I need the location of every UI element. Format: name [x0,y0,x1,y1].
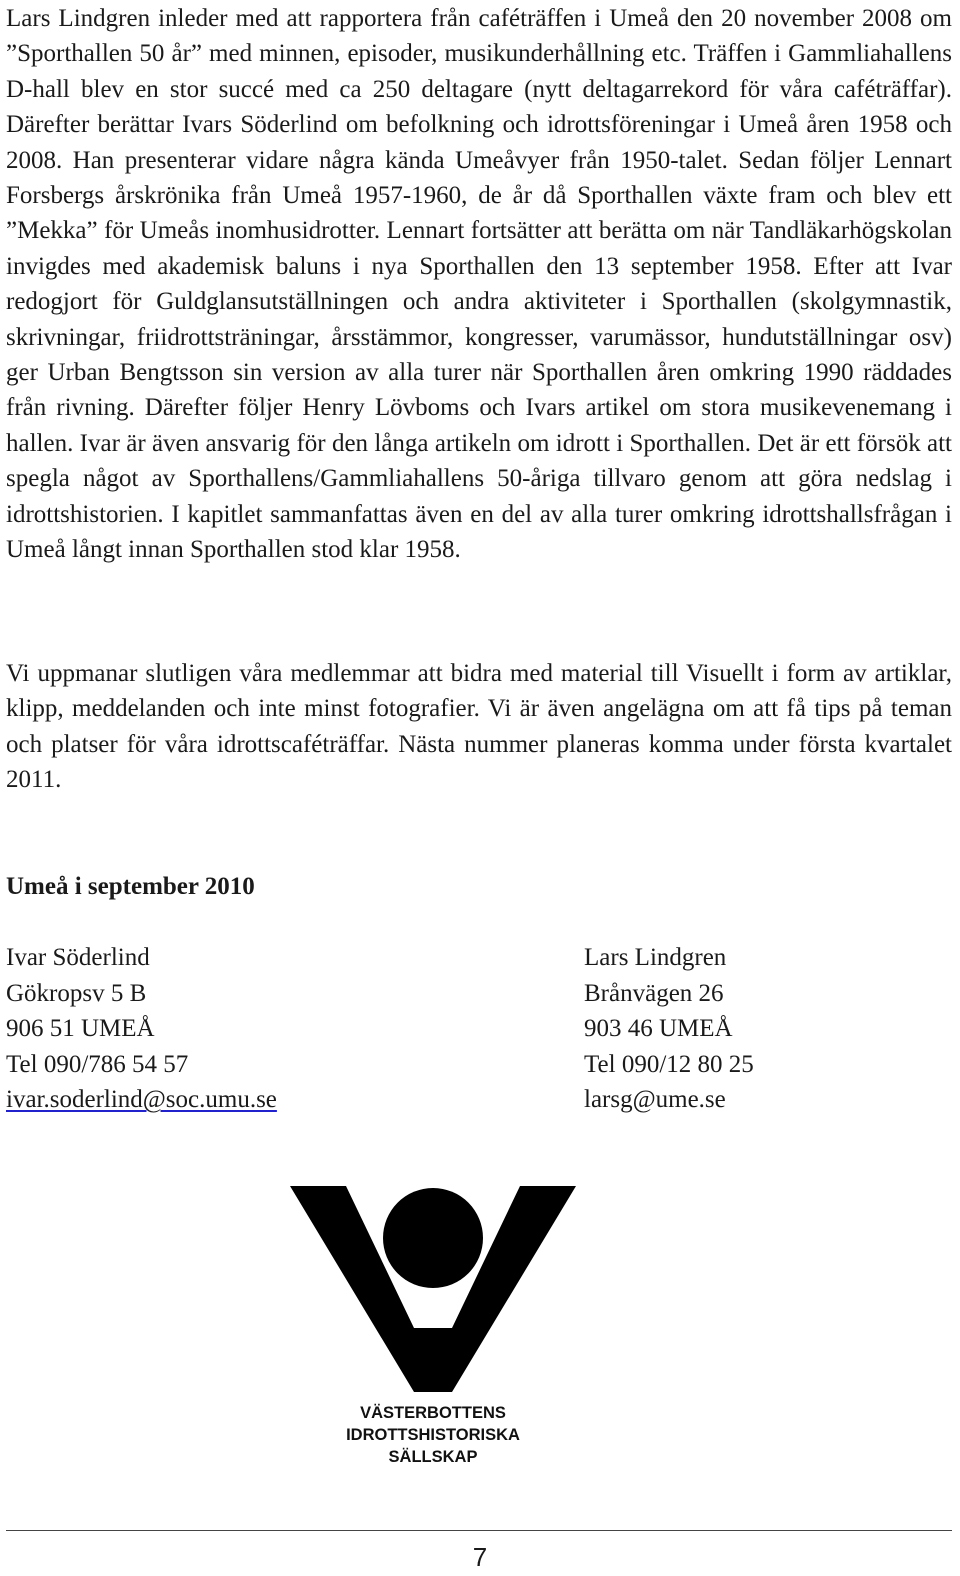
signatory-block-right [584,940,754,1118]
signatory-street: Brånvägen 26 [584,979,724,1007]
signatory-postal: 906 51 UMEÅ [6,1015,155,1043]
page-number: 7 [472,1542,488,1572]
signatory-name: Lars Lindgren [584,944,727,971]
figure-raised-arms-logo-icon [290,1186,576,1392]
signatory-postal: 903 46 UMEÅ [584,1015,733,1043]
body-paragraph-1: Lars Lindgren inleder med att rapportera från caféträffen i Umeå den 20 november 2008 om ”Sporthallen 50 år” med minnen, episoder, musikunderhållning etc. Träffen i Gammliahallens D-hall blev en stor succé med ca 250 deltagare (nytt deltagarrekord för våra caféträffar). Därefter berättar Ivars Söderlind om befolkning och idrottsföreningar i Umeå åren 1958 och 2008. Han presenterar vidare några kända Umeåvyer från 1950-talet. Sedan följer Lennart Forsbergs årskrönika från Umeå 1957-1960, de år då Sporthallen växte fram och blev ett ”Mekka” för Umeås inomhusidrotter. Lennart fortsätter att berätta om när Tandläkarhögskolan invigdes med akademisk baluns i nya Sporthallen den 13 september 1958. Efter att Ivar redogjort för Guldglansutställningen och andra aktiviteter i Sporthallen (skolgymnastik, skrivningar, friidrottsträningar, årsstämmor, kongresser, varumässor, hundutställningar osv) ger Urban Bengtsson sin version av alla turer när Sporthallen åren omkring 1990 räddades från rivning. Därefter följer Henry Lövboms och Ivars artikel om stora musikevenemang i hallen. Ivar är även ansvarig för den långa artikeln om idrott i Sporthallen. Det är ett försök att spegla något av Sporthallens/Gammliahallens 50-åriga tillvaro genom att göra nedslag i idrottshistorien. I kapitlet sammanfattas även en del av alla turer omkring idrottshallsfrågan i Umeå långt innan Sporthallen stod klar 1958. [6,5,952,564]
signatory-phone: Tel 090/786 54 57 [6,1050,189,1078]
signatory-block-left [6,940,277,1118]
signatory-email-link[interactable]: ivar.soderlind@soc.umu.se [6,1086,277,1114]
org-name-line-3: SÄLLSKAP [388,1447,478,1466]
org-name-line-1: VÄSTERBOTTENS [360,1404,506,1422]
org-name-line-2: IDROTTSHISTORISKA [346,1425,520,1444]
signatory-name: Ivar Söderlind [6,944,150,971]
body-paragraph-2: Vi uppmanar slutligen våra medlemmar att bidra med material till Visuellt i form av artiklar, klipp, meddelanden och inte minst fotografier. Vi är även angelägna om att få tips på teman och platser för våra idrottscaféträffar. Nästa nummer planeras komma under första kvartalet 2011. [6,660,952,794]
organization-name [300,1403,566,1468]
signatory-street: Gökropsv 5 B [6,979,147,1007]
signatory-phone: Tel 090/12 80 25 [584,1050,754,1078]
dateline: Umeå i september 2010 [6,873,255,900]
footer-divider [6,1530,952,1531]
signatory-email: larsg@ume.se [584,1086,726,1114]
